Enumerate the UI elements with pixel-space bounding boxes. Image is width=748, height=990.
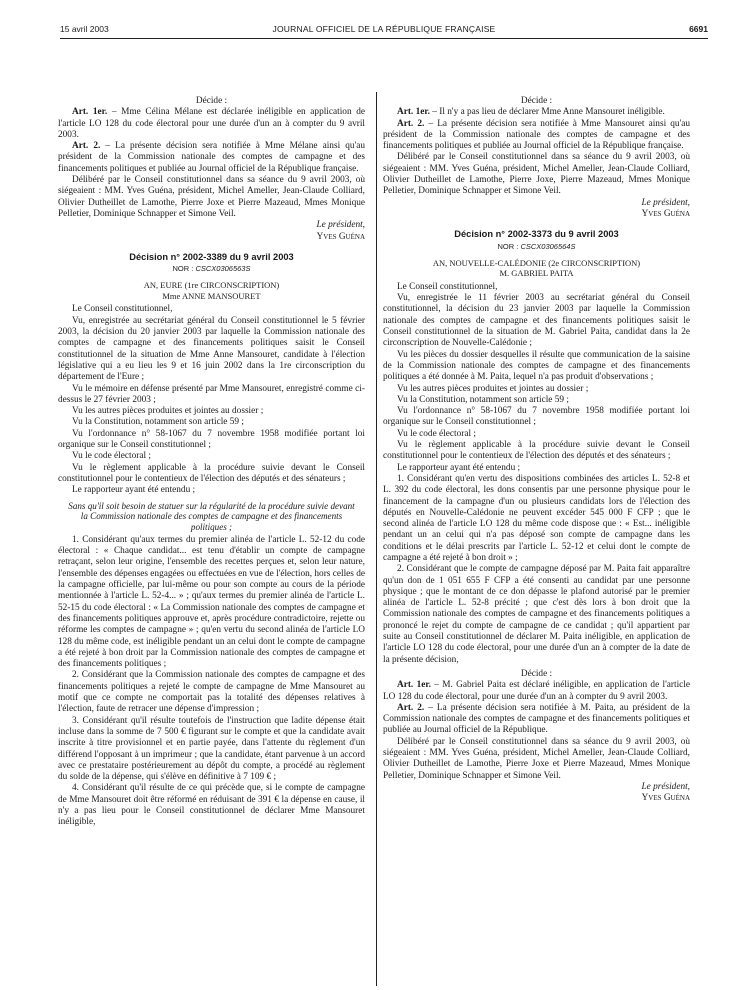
right-column bbox=[383, 96, 690, 805]
circonscription-line: AN, EURE (1re CIRCONSCRIPTION) bbox=[143, 280, 280, 291]
article-2 bbox=[383, 119, 690, 153]
nor-label: NOR : bbox=[497, 241, 521, 251]
decision-title: Décision n° 2002-3373 du 9 avril 2003 bbox=[454, 229, 619, 240]
article-2 bbox=[58, 141, 365, 175]
column-separator bbox=[376, 92, 377, 986]
visa-paragraph: Vu la Constitution, notamment son article 59 ; bbox=[72, 417, 244, 428]
page-header bbox=[60, 24, 708, 38]
nor-label: NOR : bbox=[172, 264, 196, 274]
rapporteur-line: Le rapporteur ayant été entendu ; bbox=[72, 485, 196, 496]
left-column bbox=[58, 96, 365, 829]
journal-title: JOURNAL OFFICIEL DE LA RÉPUBLIQUE FRANÇAISE bbox=[272, 24, 496, 34]
article-2-text: – La présente décision sera notifiée à M. Paita, au président de la Commission nationale des comptes de campagne et des financements politiques et publiée au Journal officiel de la République. bbox=[383, 702, 691, 736]
candidate-name: Mme ANNE MANSOURET bbox=[162, 290, 261, 301]
article-2-second bbox=[383, 703, 690, 737]
decide-heading: Décide : bbox=[195, 96, 228, 106]
signature-block bbox=[383, 198, 690, 221]
conseil-line: Le Conseil constitutionnel, bbox=[72, 304, 173, 315]
nor-reference bbox=[58, 263, 365, 274]
signature-role: Le président, bbox=[641, 197, 690, 208]
signature-role: Le président, bbox=[316, 220, 365, 231]
header-rule bbox=[60, 38, 708, 39]
signature-name: Yves Guéna bbox=[641, 793, 690, 804]
visa-paragraph: Vu les pièces du dossier desquelles il résulte que communication de la saisine de la Commission nationale des comptes de campagne et des financements politiques a été donnée à M. Paita, lequel n'a pas produit d'observations ; bbox=[383, 349, 690, 383]
visa-paragraph: Vu le code électoral ; bbox=[397, 428, 476, 439]
decide-heading: Décide : bbox=[520, 96, 553, 106]
article-2-label: Art. 2. bbox=[72, 141, 101, 152]
visa-paragraph: Vu le code électoral ; bbox=[72, 451, 151, 462]
considerant-paragraph: 4. Considérant qu'il résulte de ce qui précède que, si le compte de campagne de Mme Mansouret doit être réformé en réduisant de 391 € la dépense en cause, il n'y a pas lieu pour le Conseil constitutionnel de déclarer Mme Mansouret inéligible, bbox=[58, 783, 365, 828]
rapporteur-line: Le rapporteur ayant été entendu ; bbox=[397, 462, 521, 473]
article-1-second bbox=[383, 680, 690, 703]
article-1 bbox=[383, 107, 690, 118]
signature-block bbox=[383, 782, 690, 805]
visa-paragraph: Vu le mémoire en défense présenté par Mme Mansouret, enregistré comme ci-dessus le 27 février 2003 ; bbox=[58, 383, 365, 405]
article-1-label: Art. 1er. bbox=[72, 107, 108, 118]
signature-role: Le président, bbox=[641, 781, 690, 792]
visa-paragraph: Vu le règlement applicable à la procédure suivie devant le Conseil constitutionnel pour le contentieux de l'élection des députés et des sénateurs ; bbox=[58, 462, 365, 484]
signature-block bbox=[58, 220, 365, 243]
visa-paragraph: Vu l'ordonnance n° 58-1067 du 7 novembre 1958 modifiée portant loi organique sur le Conseil constitutionnel ; bbox=[58, 428, 365, 451]
visa-paragraph: Vu, enregistrée le 11 février 2003 au secrétariat général du Conseil constitutionnel, la décision du 23 janvier 2003 par laquelle la Commission nationale des comptes de campagne et des financements politiques saisit le Conseil constitutionnel de la situation de M. Gabriel Paita, candidat dans la 2e circonscription de Nouvelle-Calédonie ; bbox=[383, 293, 690, 349]
article-2-text: – La présente décision sera notifiée à Mme Mansouret ainsi qu'au président de la Commission nationale des comptes de campagne et des financements politiques et publiée au Journal officiel de la République française. bbox=[383, 118, 691, 152]
visa-paragraph: Vu les autres pièces produites et jointes au dossier ; bbox=[72, 406, 264, 417]
visa-paragraph: Vu le règlement applicable à la procédure suivie devant le Conseil constitutionnel pour le contentieux de l'élection des députés et des sénateurs ; bbox=[383, 440, 690, 462]
nor-code: CSCX0306563S bbox=[195, 264, 251, 274]
considerant-paragraph: 1. Considérant qu'aux termes du premier alinéa de l'article L. 52-12 du code électoral : « Chaque candidat... est tenu d'établir un compte de campagne retraçant, selon leur origine, l'ensemble des recettes perçues et, selon leur nature, l'ensemble des dépenses engagées ou effectuées en vue de l'élection, hors celles de la campagne officielle, par lui-même ou pour son compte au cours de la période mentionnée à l'article L. 52-4... » ; qu'aux termes du premier alinéa de l'article L. 52-15 du code électoral : « La Commission nationale des comptes de campagne et des financements politiques approuve et, après procédure contradictoire, rejette ou réforme les comptes de campagne » ; qu'en vertu du second alinéa de l'article LO 128 du même code, est inéligible pendant un an celui dont le compte de campagne a été rejeté à bon droit par la Commission nationale des comptes de campagne et des financements politiques ; bbox=[58, 534, 366, 670]
considerant-paragraph: 1. Considérant qu'en vertu des dispositions combinées des articles L. 52-8 et L. 392 du code électoral, les dons consentis par une personne physique pour le financement de la campagne d'un ou plusieurs candidats lors de l'élection des députés en Nouvelle-Calédonie ne peuvent excéder 545 000 F CFP ; que le second alinéa de l'article LO 128 du même code dispose que : « Est... inéligible pendant un an celui qui n'a pas déposé son compte de campagne dans les conditions et le délai prescrits par l'article L. 52-12 et celui dont le compte de campagne a été rejeté à bon droit » ; bbox=[383, 473, 690, 563]
article-1-label: Art. 1er. bbox=[397, 680, 431, 691]
article-2-label: Art. 2. bbox=[397, 702, 425, 713]
circonscription-line: AN, NOUVELLE-CALÉDONIE (2e CIRCONSCRIPTION) bbox=[432, 257, 641, 268]
nor-reference bbox=[383, 241, 690, 252]
page-number: 6691 bbox=[689, 24, 708, 34]
signature-name: Yves Guéna bbox=[316, 231, 365, 242]
article-2-label: Art. 2. bbox=[397, 118, 425, 129]
decide-heading-2: Décide : bbox=[520, 668, 553, 679]
decision-title: Décision n° 2002-3389 du 9 avril 2003 bbox=[129, 251, 294, 262]
article-1-text: – Il n'y a pas lieu de déclarer Mme Anne Mansouret inéligible. bbox=[429, 107, 665, 118]
visa-paragraph: Vu les autres pièces produites et jointes au dossier ; bbox=[397, 383, 589, 394]
visa-paragraph: Vu, enregistrée au secrétariat général du Conseil constitutionnel le 5 février 2003, la décision du 20 janvier 2003 par laquelle la Commission nationale des comptes de campagne et des financements politiques saisit le Conseil constitutionnel de la situation de Mme Anne Mansouret, candidate à l'élection législative qui a eu lieu les 9 et 16 juin 2002 dans la 1re circonscription du département de l'Eure ; bbox=[58, 315, 365, 383]
considerant-paragraph: 2. Considérant que la Commission nationale des comptes de campagne et des financements politiques a rejeté le compte de campagne de Mme Mansouret au motif que ce compte ne comportait pas la totalité des dépenses relatives à l'élection, faute de retracer une dépense d'impression ; bbox=[58, 670, 365, 715]
preliminary-clause: Sans qu'il soit besoin de statuer sur la régularité de la procédure suivie devant la Commission nationale des comptes de campagne et des financements politiques ; bbox=[68, 500, 355, 533]
deliberation-paragraph: Délibéré par le Conseil constitutionnel dans sa séance du 9 avril 2003, où siégeaient : MM. Yves Guéna, président, Michel Ameller, Jean-Claude Colliard, Olivier Dutheillet de Lamothe, Pierre Joxe, Pierre Mazeaud, Mmes Monique Pelletier, Dominique Schnapper et Simone Veil. bbox=[383, 152, 690, 197]
header-date: 15 avril 2003 bbox=[60, 24, 109, 34]
visa-paragraph: Vu la Constitution, notamment son article 59 ; bbox=[397, 394, 569, 405]
article-1 bbox=[58, 107, 365, 141]
article-1-text: – M. Gabriel Paita est déclaré inéligible, en application de l'article LO 128 du code électoral, pour une durée d'un an à compter du 9 avril 2003. bbox=[383, 680, 690, 702]
article-1-text: – Mme Célina Mélane est déclarée inéligible en application de l'article LO 128 du code électoral pour une durée d'un an à compter du 9 avril 2003. bbox=[58, 107, 365, 140]
considerant-paragraph: 2. Considérant que le compte de campagne déposé par M. Paita fait apparaître qu'un don de 1 051 655 F CFP a été consenti au candidat par une personne physique ; que le montant de ce don dépasse le plafond autorisé par le premier alinéa de l'article L. 52-8 précité ; que c'est dès lors à bon droit que la Commission nationale des comptes de campagne et des financements politiques a prononcé le rejet du compte de campagne de ce candidat ; qu'il appartient par suite au Conseil constitutionnel de déclarer M. Paita inéligible, en application de l'article LO 128 du code électoral, pour une durée d'un an à compter de la date de la présente décision, bbox=[383, 564, 690, 665]
article-2-text: – La présente décision sera notifiée à Mme Mélane ainsi qu'au président de la Commission nationale des comptes de campagne et des financements politiques et publiée au Journal officiel de la République française. bbox=[58, 141, 365, 174]
signature-name: Yves Guéna bbox=[641, 208, 690, 219]
visa-paragraph: Vu l'ordonnance n° 58-1067 du 7 novembre 1958 modifiée portant loi organique sur le Conseil constitutionnel ; bbox=[383, 406, 690, 428]
nor-code: CSCX0306564S bbox=[520, 241, 576, 251]
article-1-label: Art. 1er. bbox=[397, 107, 430, 118]
candidate-name: M. GABRIEL PAITA bbox=[499, 268, 574, 279]
considerant-paragraph: 3. Considérant qu'il résulte toutefois de l'instruction que ladite dépense était incluse dans la somme de 7 500 € figurant sur le compte et que la candidate avait inscrite à titre provisionnel et en partie payée, dans l'attente du règlement d'un différend l'opposant à un imprimeur ; que la candidate, étant parvenue à un accord avec ce prestataire postérieurement au dépôt du compte, a procédé au règlement du solde de la dépense, qui s'élève en définitive à 7 109 € ; bbox=[58, 715, 365, 783]
deliberation-paragraph: Délibéré par le Conseil constitutionnel dans sa séance du 9 avril 2003, où siégeaient : MM. Yves Guéna, président, Michel Ameller, Jean-Claude Colliard, Olivier Dutheillet de Lamothe, Pierre Joxe et Pierre Mazeaud, Mmes Monique Pelletier, Dominique Schnapper et Simone Veil. bbox=[383, 736, 690, 781]
deliberation-paragraph: Délibéré par le Conseil constitutionnel dans sa séance du 9 avril 2003, où siégeaient : MM. Yves Guéna, président, Michel Ameller, Jean-Claude Colliard, Olivier Dutheillet de Lamothe, Pierre Joxe et Pierre Mazeaud, Mmes Monique Pelletier, Dominique Schnapper et Simone Veil. bbox=[58, 175, 365, 219]
conseil-line: Le Conseil constitutionnel, bbox=[397, 281, 498, 292]
